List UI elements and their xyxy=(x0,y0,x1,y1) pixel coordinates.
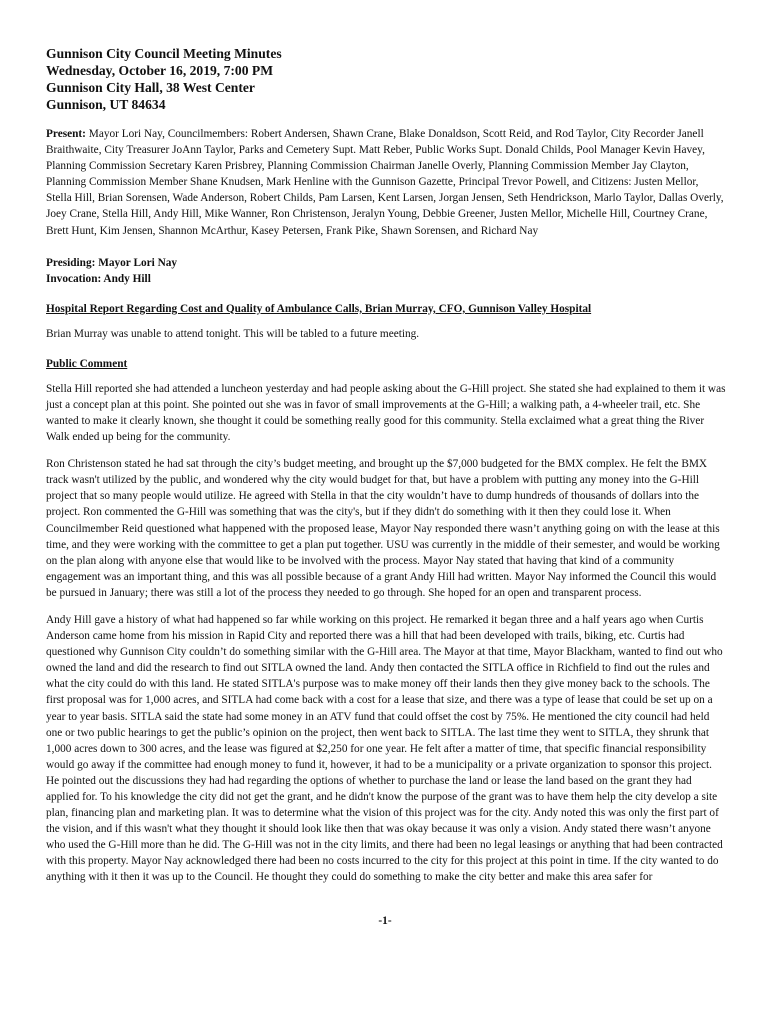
present-list: Mayor Lori Nay, Councilmembers: Robert Andersen, Shawn Crane, Blake Donaldson, Scott Reid, and Rod Taylor, City Recorder Janell Braithwaite, City Treasurer JoAnn Taylor, Parks and Cemetery Supt. Matt Reber, Public Works Supt. Donald Childs, Pool Manager Kevin Havey, Planning Commission Secretary Karen Prisbrey, Planning Commission Chairman Janelle Overly, Planning Commission Member Jay Clayton, Planning Commission Member Shane Knudsen, Mark Henline with the Gunnison Gazette, Principal Trevor Powell, and Citizens: Justen Mellor, Stella Hill, Brian Sorensen, Wade Anderson, Robert Childs, Pam Larsen, Kent Larsen, Jorgan Jensen, Seth Hendrickson, Marlo Taylor, Dallas Overly, Joey Crane, Stella Hill, Andy Hill, Mike Wanner, Ron Christenson, Jeralyn Young, Debbie Greener, Justen Mellor, Michelle Hill, Courtney Crane, Brett Hunt, Kim Jensen, Shannon McArthur, Kasey Petersen, Frank Pike, Shawn Sorensen, and Richard Nay xyxy=(46,128,724,237)
minutes-header xyxy=(46,45,726,113)
header-title: Gunnison City Council Meeting Minutes xyxy=(46,46,282,61)
public-comment-paragraph-1: Stella Hill reported she had attended a luncheon yesterday and had people asking about the G-Hill project. She stated she had explained to them it was just a concept plan at this point. She pointed out she was in favor of small improvements at the G-Hill; a walking path, a 4-wheeler trail, etc. She wanted to make it clearly known, she thought it could be something really good for this community. Stella exclaimed what a great thing the River Walk ended up being for the community. xyxy=(46,382,726,444)
present-label: Present: xyxy=(46,128,86,140)
hospital-report-text: Brian Murray was unable to attend tonight. This will be tabled to a future meeting. xyxy=(46,327,420,340)
document-body xyxy=(46,45,726,886)
presiding-block xyxy=(46,255,726,287)
attendance-paragraph xyxy=(46,126,726,239)
header-date: Wednesday, October 16, 2019, 7:00 PM xyxy=(46,63,274,78)
public-comment-heading: Public Comment xyxy=(46,357,128,370)
public-comment-paragraph-2: Ron Christenson stated he had sat through the city’s budget meeting, and brought up the $7,000 budgeted for the BMX complex. He felt the BMX track wasn't utilized by the public, and wondered why the city would budget for that, but have a problem with putting any money into the G-Hill project that so many people would utilize. He agreed with Stella in that the city wouldn’t have to dump hundreds of thousands of dollars into the project. Ron commented the G-Hill was something that was the city's, but if they didn't do something with it then they could lose it. When Councilmember Reid questioned what happened with the proposed lease, Mayor Nay responded there wasn’t anything going on with the lease at this time, and they were working with the committee to get a plan put together. USU was currently in the middle of their semester, and would be working on the plan along with anyone else that would like to be involved with the process. Mayor Nay stated that having that kind of a community engagement was an important thing, and this was all possible because of a grant Andy Hill had written. Mayor Nay informed the Council this would be pursued in January; there was still a lot of the process they needed to go through. She hoped for an open and transparent process. xyxy=(46,458,720,599)
invocation-line: Invocation: Andy Hill xyxy=(46,272,151,285)
header-city: Gunnison, UT 84634 xyxy=(46,97,166,112)
header-location: Gunnison City Hall, 38 West Center xyxy=(46,80,255,95)
page-number: -1- xyxy=(378,915,392,927)
public-comment-paragraph-3: Andy Hill gave a history of what had happened so far while working on this project. He remarked it began three and a half years ago when Curtis Anderson came home from his mission in Rapid City and reported there was a hill that had been developed with trails, biking, etc. Curtis had questioned why Gunnison City couldn’t do something similar with the G-Hill area. The Mayor at that time, Mayor Blackham, wanted to find out who owned the land and did the research to find out SITLA owned the land. Andy then contacted the SITLA office in Richfield to find out the rules and what the city could do with this land. He stated SITLA's purpose was to make money off their lands then they give money back to the schools. The first proposal was for 1,000 acres, and SITLA had come back with a cost for a lease that size, and there was a type of lease that could be set up on a year to year basis. SITLA said the state had some money in an ATV fund that could offset the cost by 75%. He mentioned the city council had held one or two public hearings to get the public’s opinion on the project, then went back to SITLA. The last time they went to SITLA, they shrunk that 1,000 acres down to 300 acres, and the lease was figured at $2,250 for one year. He felt after a matter of time, that specific financial responsibility would go away if the committee had enough money to fund it, however, it had to be a municipality or a private organization to sponsor this project. He pointed out the discussions they had had regarding the options of whether to purchase the land or lease the land based on the grant they had applied for. To his knowledge the city did not get the grant, and he didn't know the purpose of the grant was to have them help the city develop a site plan, financing plan and marketing plan. It was to determine what the vision of this project was for the city. Andy noted this was only the first part of the vision, and if this wasn't what they thought it should look like then that was okay because it was only a vision. Andy stated there wasn’t anyone who used the G-Hill more than he did. The G-Hill was not in the city limits, and there had been no legal leasings or anything that had been contracted with this property. Mayor Nay acknowledged there had been no costs incurred to the city for this project at this point in time. If the city wanted to do anything with it then it was up to the Council. He thought they could do something to make the city better and make this area safer for xyxy=(46,613,723,884)
presiding-line: Presiding: Mayor Lori Nay xyxy=(46,256,178,269)
hospital-report-heading: Hospital Report Regarding Cost and Quality of Ambulance Calls, Brian Murray, CFO, Gunnison Valley Hospital xyxy=(46,302,592,315)
